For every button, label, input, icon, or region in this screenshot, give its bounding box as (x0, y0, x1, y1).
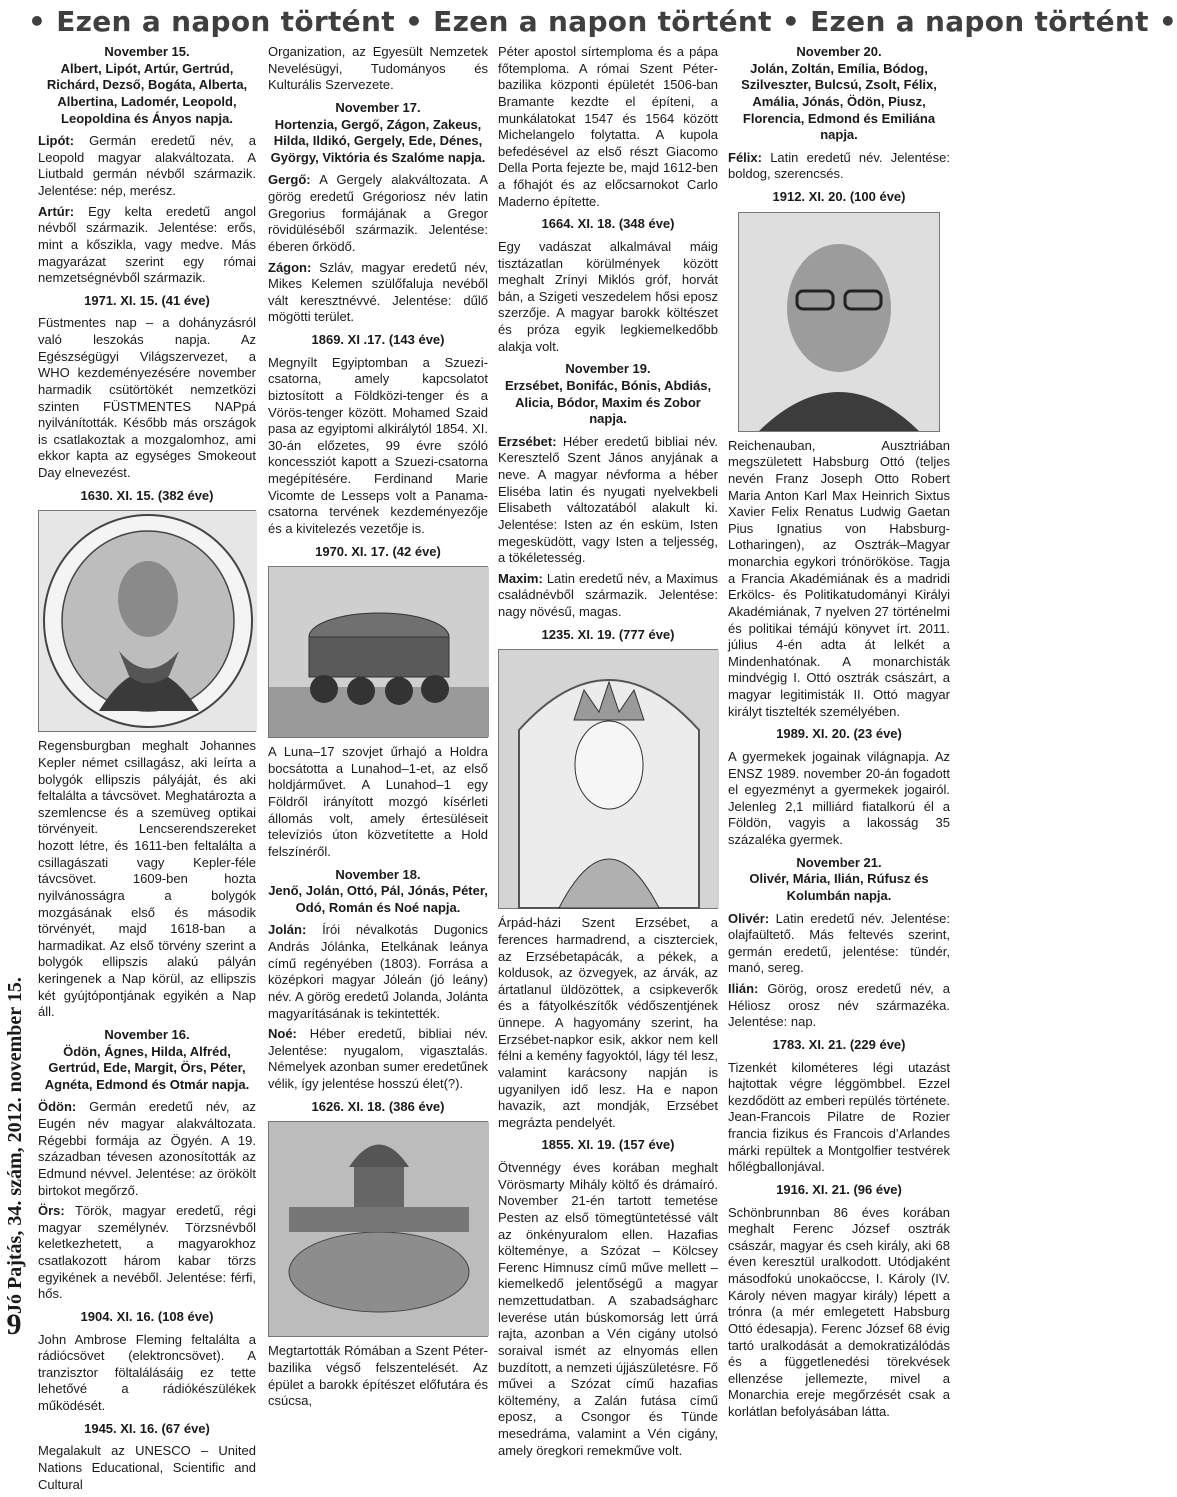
name-day-list: Jenő, Jolán, Ottó, Pál, Jónás, Péter, Odó, Román és Noé napja. (268, 883, 488, 915)
event-date: 1783. XI. 21. (229 éve) (772, 1036, 906, 1052)
name-day-list: Erzsébet, Bonifác, Bónis, Abdiás, Alicia, Bódor, Maxim és Zobor napja. (504, 377, 712, 427)
event-date: 1989. XI. 20. (23 éve) (776, 726, 902, 742)
event-text: Megnyílt Egyiptomban a Szuezi-csatorna, amely kapcsolatot biztosított a Földközi-tenger és a Vörös-tenger között. Mohamed Szaid pasa az egyiptomi alkirálytól 1854. XI. 30-án előzetes, 99 évre szóló koncessziót kapott a Szuezi-csatorna megépítésére. Ferdinand Marie Vicomte de Lesseps volt a Panama-csatorna tervének kezdeményezője és a kivitelezés vezetője is. (268, 354, 488, 536)
event-text: Megtartották Rómában a Szent Péter-bazilika végső felszentelését. Az épület a barokk építészet előfutára és csúcsa, (268, 1343, 488, 1409)
event-text: A Luna–17 szovjet űrhajó a Holdra bocsátotta a Lunahod–1-et, az első holdjárművet. A Lunahod–1 egy Földről irányított mozgó kísérleti állomás volt, amely értesüléseit televíziós úton közvetítette a Hold felszínéről. (268, 744, 488, 859)
name-entry: Maxim: Latin eredetű név, a Maximus családnévből származik. Jelentése: nagy növésű, magas. (498, 570, 718, 619)
date-heading: November 18. (335, 866, 421, 882)
st-peters-basilica-image (268, 1121, 488, 1337)
name-entry: Gergő: A Gergely alakváltozata. A görög eredetű Grégoriosz név latin Gregorius formájának a Gregor rövidüléséből származik. Jelentése: éberen őrködő. (268, 172, 488, 254)
event-text: Péter apostol sírtemploma és a pápa főtemploma. A római Szent Péter-bazilika központi épületét 1506-ban Bramante kezdte el építeni, a munkálatokat 1547 és 1564 között Michelangelo folytatta. A kupola befedésével az első részt Giacomo Della Porta fejezte be, majd 1612-ben a főhajót és az előcsarnokot Carlo Maderno építette. (498, 44, 718, 209)
event-text: Ötvennégy éves korában meghalt Vörösmarty Mihály költő és drámaíró. November 21-én tartott temetése Pesten az első tömegtüntetéssé vált az önkényuralom ellen. Hazafias költeménye, a Szózat – Kölcsey Ferenc Himnusz című műve mellett – kiemelkedő jelentőségű a magyar nemzettudatban. A szabadságharc leverése után búskomorság lett úrrá rajta, azonban a Vén cigány utolsó soraival ismét az elnyomás ellen buzdított, a nemzeti újjászületésre. Fő művei a Szózat című hazafias költemény, a Zalán futása című eposz, a Csongor és Tünde mesedráma, valamint a Vén cigány, amely öregkori remekműve volt. (498, 1160, 718, 1458)
name-entry: Noé: Héber eredetű, bibliai név. Jelentése: nyugalom, vigasztalás. Némelyek azonban sumer eredetűnek vélik, így jelentése hosszú élet(?). (268, 1026, 488, 1091)
name-entry: Artúr: Egy kelta eredetű angol névből származik. Jelentése: erős, mint a kőszikla, vagy medve. Más magyarázat szerint egy római nemzetségnévből származik. (38, 203, 256, 286)
event-text: John Ambrose Fleming feltalálta a rádiócsövet (elektroncsövet). A tranzisztor föltalálásáig ez tette lehetővé a rádiókészülékek működését. (38, 1331, 256, 1413)
name-entry: Ilián: Görög, orosz eredetű név, a Héliosz orosz név származéka. Jelentése: nap. (728, 981, 950, 1030)
column-2 (268, 40, 488, 1414)
event-text: Schönbrunnban 86 éves korában meghalt Ferenc József osztrák császár, magyar és cseh király, aki 68 éven keresztül uralkodott. Utódjaként másodfokú unokaöccse, I. Károly (IV. Károly néven magyar király) lépett a trónra (a mér emlegetett Habsburg Ottó édesapja). Ferenc József 68 évig tartó uralkodását a demokratizálódás és a függetlenedési törekvések ellenzése jellemezte, mivel a Monarchia ereje megőrzését csak a korlátlan befolyásában látta. (728, 1204, 950, 1419)
page-footer (0, 940, 28, 1348)
name-entry: Erzsébet: Héber eredetű bibliai név. Keresztelő Szent János anyjának a neve. A magyar névforma a héber Eliséba latin és nyugati nyelvekbeli Elisabeth változatából alakult ki. Jelentése: Isten az én esküm, Isten megesküdött, vagy Isten a teljesség, a tökéletesség. (498, 433, 718, 566)
otto-von-habsburg-photo (738, 212, 940, 432)
name-day-list: Hortenzia, Gergő, Zágon, Zakeus, Hilda, Ildikó, Gergely, Ede, Dénes, György, Viktória és Szalóme napja. (270, 116, 486, 165)
event-date: 1630. XI. 15. (382 éve) (80, 487, 214, 503)
column-3 (498, 40, 718, 1463)
event-text: A gyermekek jogainak világnapja. Az ENSZ 1989. november 20-án fogadott el egyezményt a gyermekek jogairól. Jelenleg 2,1 milliárd fiatalkorú él a Földön, vagyis a lakosság 35 százaléka gyermek. (728, 748, 950, 847)
event-date: 1970. XI. 17. (42 éve) (315, 543, 441, 559)
name-entry: Zágon: Szláv, magyar eredetű név, Mikes Kelemen szülőfaluja nevéből vált keresztnévvé. Jelentése: dűlő mögötti terület. (268, 259, 488, 325)
name-entry: Örs: Török, magyar eredetű, régi magyar személynév. Törzsnévből keletkezhetett, a magyarokhoz csatlakozott három kabar törzs egyikének a nevéből. Jelentése: férfi, hős. (38, 1203, 256, 1302)
event-date: 1912. XI. 20. (100 éve) (772, 189, 906, 204)
column-4 (728, 40, 950, 1425)
name-entry: Félix: Latin eredetű név. Jelentése: boldog, szerencsés. (728, 149, 950, 182)
event-text: Organization, az Egyesült Nemzetek Nevelésügyi, Tudományos és Kulturális Szervezete. (268, 44, 488, 93)
name-day-list: Jolán, Zoltán, Emília, Bódog, Szilveszter, Bulcsú, Zsolt, Félix, Amália, Jónás, Ödön, Piusz, Florencia, Edmond és Emiliána napja. (741, 60, 937, 143)
name-entry: Ödön: Germán eredetű név, az Eugén név magyar alakváltozata. Régebbi formája az Ögyén. A 19. században tévesen azonosították az Edmund névvel. Jelentése: az örökölt birtokot megőrző. (38, 1099, 256, 1198)
page-number: 9 (6, 1307, 22, 1341)
saint-elizabeth-stained-glass-image (498, 649, 718, 909)
event-date: 1916. XI. 21. (96 éve) (776, 1181, 902, 1197)
name-day-list: Albert, Lipót, Artúr, Gertrúd, Richárd, Dezső, Bogáta, Alberta, Albertina, Ladomér, Leopold, Leopoldina és Ányos napja. (46, 60, 248, 126)
date-heading: November 20. (796, 44, 882, 59)
event-date: 1904. XI. 16. (108 éve) (80, 1308, 214, 1324)
name-entry: Olivér: Latin eredetű név. Jelentése: olajfaültető. Más feltevés szerint, germán eredetű, jelentése: tündér, manó, sereg. (728, 910, 950, 976)
event-text: Reichenauban, Ausztriában megszületett Habsburg Ottó (teljes nevén Franz Joseph Otto Robert Maria Anton Karl Max Heinrich Sixtus Xavier Felix Renatus Ludwig Gaetan Pius Ignatius von Habsburg-Lotharingen), az Osztrák–Magyar monarchia egykori trónörököse. Tagja a Francia Akadémiának és a madridi Erkölcs- és Politikatudományi Királyi Akadémiának, 7 nyelven 27 történelmi és politikai témájú könyvet írt. 2011. július 4-én adta át lelkét a Mindenhatónak. A monarchisták mindvégig I. Ottó osztrák császárt, a magyar legitimisták II. Ottó magyar királyt tisztelték személyében. (728, 437, 950, 719)
event-text: Füstmentes nap – a dohányzásról való leszokás napja. Az Egészségügyi Világszervezet, a WHO kezdeményezésére november harmadik csütörtökét nemzetközi szinten FÜSTMENTES NAPpá nyilvánították. Később más országok is csatlakoztak a mozgalomhoz, ami ekkor kapta az egységes Smokeout Day elnevezést. (38, 315, 256, 480)
column-1 (38, 40, 256, 1497)
date-heading: November 19. (565, 361, 651, 377)
kepler-portrait-image (38, 510, 256, 732)
event-date: 1971. XI. 15. (41 éve) (84, 292, 210, 308)
event-text: Megalakult az UNESCO – United Nations Educational, Scientific and Cultural (38, 1443, 256, 1492)
section-banner: • Ezen a napon történt • Ezen a napon történt • Ezen a napon történt • (28, 5, 1177, 38)
event-date: 1855. XI. 19. (157 éve) (541, 1137, 675, 1153)
date-heading: November 16. (104, 1026, 190, 1042)
name-day-list: Olivér, Mária, Ilián, Rúfusz és Kolumbán napja. (749, 871, 929, 903)
date-heading: November 15. (104, 44, 190, 59)
name-entry: Lipót: Germán eredetű név, a Leopold magyar alakváltozata. A Liutbald germán névből származik. Jelentése: nép, merész. (38, 133, 256, 198)
event-text: Regensburgban meghalt Johannes Kepler német csillagász, aki leírta a bolygók ellipszis pályáját, és aki feltalálta a távcsövet. Meghatározta a szemlencse és a szemüveg optikai törvényeit. Lencserendszereket hozott létre, és 1611-ben feltalálta a csillagászati vagy Kepler-féle távcsövet. 1609-ben hozta nyilvánosságra a bolygók mozgásának első és második törvényét, majd 1618-ban a harmadikat. Az első törvény szerint a bolygók ellipszis alakú pályán keringenek a Nap körül, az ellipszis két gyújtópontjának egyikén a Nap áll. (38, 738, 256, 1020)
event-date: 1664. XI. 18. (348 éve) (541, 216, 675, 232)
name-day-list: Ödön, Ágnes, Hilda, Alfréd, Gertrúd, Ede, Margit, Örs, Péter, Agnéta, Edmond és Otmár napja. (44, 1043, 250, 1092)
event-text: Tizenkét kilométeres légi utazást hajtottak végre léggömbbel. Ezzel kezdődött az emberi repülés története. Jean-Francois Pilatre de Rozier francia fizikus és Francois d’Arlandes márki repültek a Montgolfier testvérek hőlégballonjával. (728, 1059, 950, 1175)
event-date: 1626. XI. 18. (386 éve) (311, 1098, 445, 1114)
date-heading: November 21. (796, 854, 882, 870)
event-text: Árpád-házi Szent Erzsébet, a ferences harmadrend, a ciszterciek, az Erzsébetapácák, a pékek, a koldusok, az özvegyek, az árvák, az ártatlanul üldözöttek, a csipkeverők és a fátyolkészítők védőszentjének ünnepe. A hagyomány szerint, ha Erzsébet-napkor esik, akkor nem kell félni a kemény fagyoktól, lágy tél lesz, valamint karácsony napján is ugyanilyen idő lesz. Ha e napon havazik, azt mondják, Erzsébet megrázta pendelyét. (498, 915, 718, 1130)
name-entry: Jolán: Írói névalkotás Dugonics András Jólánka, Etelkának leánya című regényében (1803). Forrása a középkori magyar Jóleán (jó leány) név. A görög eredetű Jolanda, Jolánta magyarításának is tekintették. (268, 922, 488, 1021)
event-text: Egy vadászat alkalmával máig tisztázatlan körülmények között meghalt Zrínyi Miklós gróf, horvát bán, a Szigeti veszedelem hősi eposz szerzője. A magyar barokk költészet és próza egyik legkiemelkedőbb alakja volt. (498, 238, 718, 354)
event-date: 1869. XI .17. (143 éve) (311, 332, 445, 347)
lunokhod-rover-image (268, 566, 488, 738)
event-date: 1945. XI. 16. (67 éve) (84, 1420, 210, 1436)
date-heading: November 17. (335, 99, 421, 115)
event-date: 1235. XI. 19. (777 éve) (541, 626, 675, 642)
issue-label: Jó Pajtás, 34. szám, 2012. november 15. (4, 977, 26, 1314)
